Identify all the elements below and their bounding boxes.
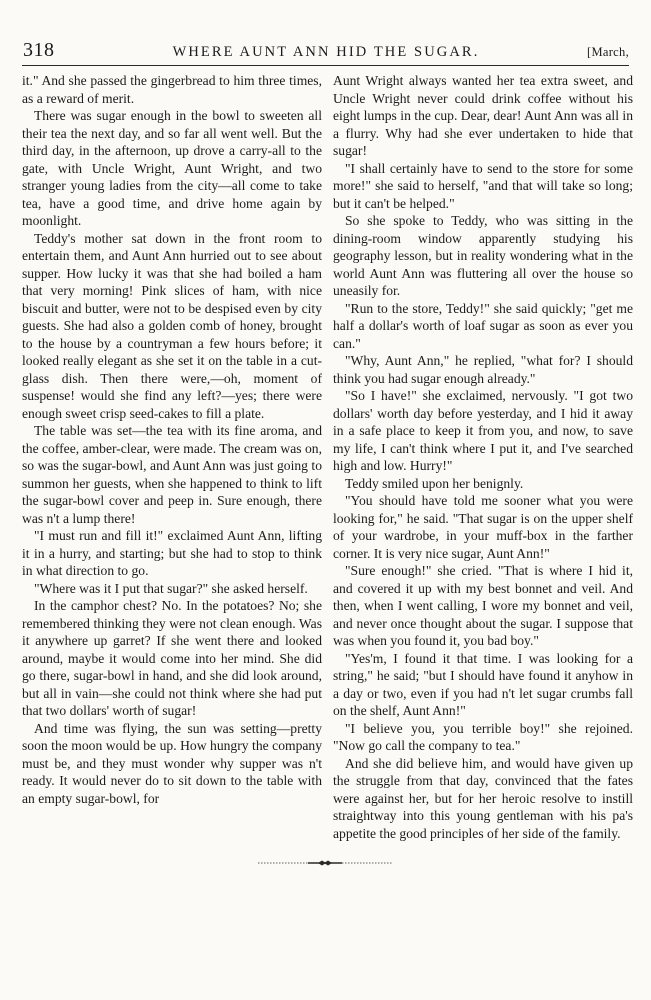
paragraph: it." And she passed the gingerbread to him three times, as a reward of merit. bbox=[22, 73, 322, 106]
paragraph: Teddy's mother sat down in the front room to entertain them, and Aunt Ann hurried out to see about supper. How lucky it was that she had boiled a ham that very morning! Pink slices of ham, with nice biscuit and butter, were not to be despised even by city guests. She had also a golden comb of honey, brought to the house by a countryman a few hours before; it looked really elegant as she set it on the table in a cut-glass dish. Then there were,—oh, moment of suspense! would she find any left?—yes; there were enough sweet crisp seed-cakes to fill a plate. bbox=[22, 230, 322, 421]
paragraph: Teddy smiled upon her benignly. bbox=[345, 475, 524, 491]
paragraph: "I shall certainly have to send to the store for some more!" she said to herself, "and that will take so long; but it can't be helped." bbox=[333, 160, 633, 211]
paragraph: "Run to the store, Teddy!" she said quickly; "get me half a dollar's worth of loaf sugar as soon as ever you can." bbox=[333, 300, 633, 351]
issue-label: [March, bbox=[586, 45, 629, 59]
running-title: WHERE AUNT ANN HID THE SUGAR. bbox=[172, 44, 480, 60]
right-column bbox=[333, 72, 633, 842]
paragraph: And time was flying, the sun was setting—pretty soon the moon would be up. How hungry the company must be, and they must wonder why supper was n't ready. It would never do to sit down to the table with an empty sugar-bowl, for bbox=[22, 720, 322, 806]
paragraph: "Sure enough!" she cried. "That is where I hid it, and covered it up with my best bonnet and veil. And then, when I went calling, I wore my bonnet and veil, and never once thought about the sugar. I suppose that was when you found it, you bad boy." bbox=[333, 563, 633, 648]
paragraph: "So I have!" she exclaimed, nervously. "I got two dollars' worth day before yesterday, and I hid it away in a safe place to keep it from you, and now, to save my life, I can't think where I put it, and I've searched high and low. Hurry!" bbox=[333, 388, 633, 473]
paragraph: Aunt Wright always wanted her tea extra sweet, and Uncle Wright never could drink coffee without his eight lumps in the cup. Dear, dear! Aunt Ann was all in a flurry. Why had she ever undertaken to hide that sugar! bbox=[333, 73, 633, 158]
page-number: 318 bbox=[23, 39, 55, 61]
paragraph: "Why, Aunt Ann," he replied, "what for? I should think you had sugar enough already." bbox=[333, 353, 633, 386]
page-header bbox=[23, 39, 629, 63]
paragraph: And she did believe him, and would have given up the struggle from that day, convinced that the fates were against her, but for her heroic resolve to instill straightway into this young gentleman with his pa's appetite the good principles of her side of the family. bbox=[333, 755, 633, 841]
paragraph: In the camphor chest? No. In the potatoes? No; she remembered thinking they were not clean enough. Was it anywhere up garret? If she went there and looked around, maybe it would come into her mind. She did go there, sugar-bowl in hand, and she did look around, but all in vain—she could not think where she had put that two dollars' worth of sugar! bbox=[22, 598, 322, 718]
paragraph: "Where was it I put that sugar?" she asked herself. bbox=[34, 580, 308, 596]
header-rule bbox=[22, 65, 629, 66]
paragraph: The table was set—the tea with its fine aroma, and the coffee, amber-clear, were made. The cream was on, so was the sugar-bowl, and Aunt Ann was just going to summon her guests, when she happened to think to lift the sugar-bowl cover and peep in. Sure enough, there was n't a lump there! bbox=[22, 423, 322, 526]
left-column bbox=[22, 72, 322, 807]
paragraph: So she spoke to Teddy, who was sitting in the dining-room window apparently studying his geography lesson, but in reality wondering what in the world Aunt Ann was fluttering all over the house so uneasily for. bbox=[333, 213, 633, 298]
end-of-story-ornament bbox=[258, 858, 392, 868]
paragraph: There was sugar enough in the bowl to sweeten all their tea the next day, and so far all went well. But the third day, in the afternoon, up drove a carry-all to the gate, with Uncle Wright, Aunt Wright, and two stranger young ladies from the city—all come to take tea, have a good time, and drive home again by moonlight. bbox=[22, 108, 322, 228]
paragraph: "I believe you, you terrible boy!" she rejoined. "Now go call the company to tea." bbox=[333, 720, 633, 753]
paragraph: "You should have told me sooner what you were looking for," he said. "That sugar is on the upper shelf of your wardrobe, in your muff-box in the farther corner. It is very nice sugar, Aunt Ann!" bbox=[333, 493, 633, 561]
paragraph: "Yes'm, I found it that time. I was looking for a string," he said; "but I should have found it anyhow in a day or two, even if you had n't let sugar crumbs fall on the shelf, Aunt Ann!" bbox=[333, 650, 633, 718]
paragraph: "I must run and fill it!" exclaimed Aunt Ann, lifting it in a hurry, and starting; but she had to stop to think in what direction to go. bbox=[22, 528, 322, 578]
